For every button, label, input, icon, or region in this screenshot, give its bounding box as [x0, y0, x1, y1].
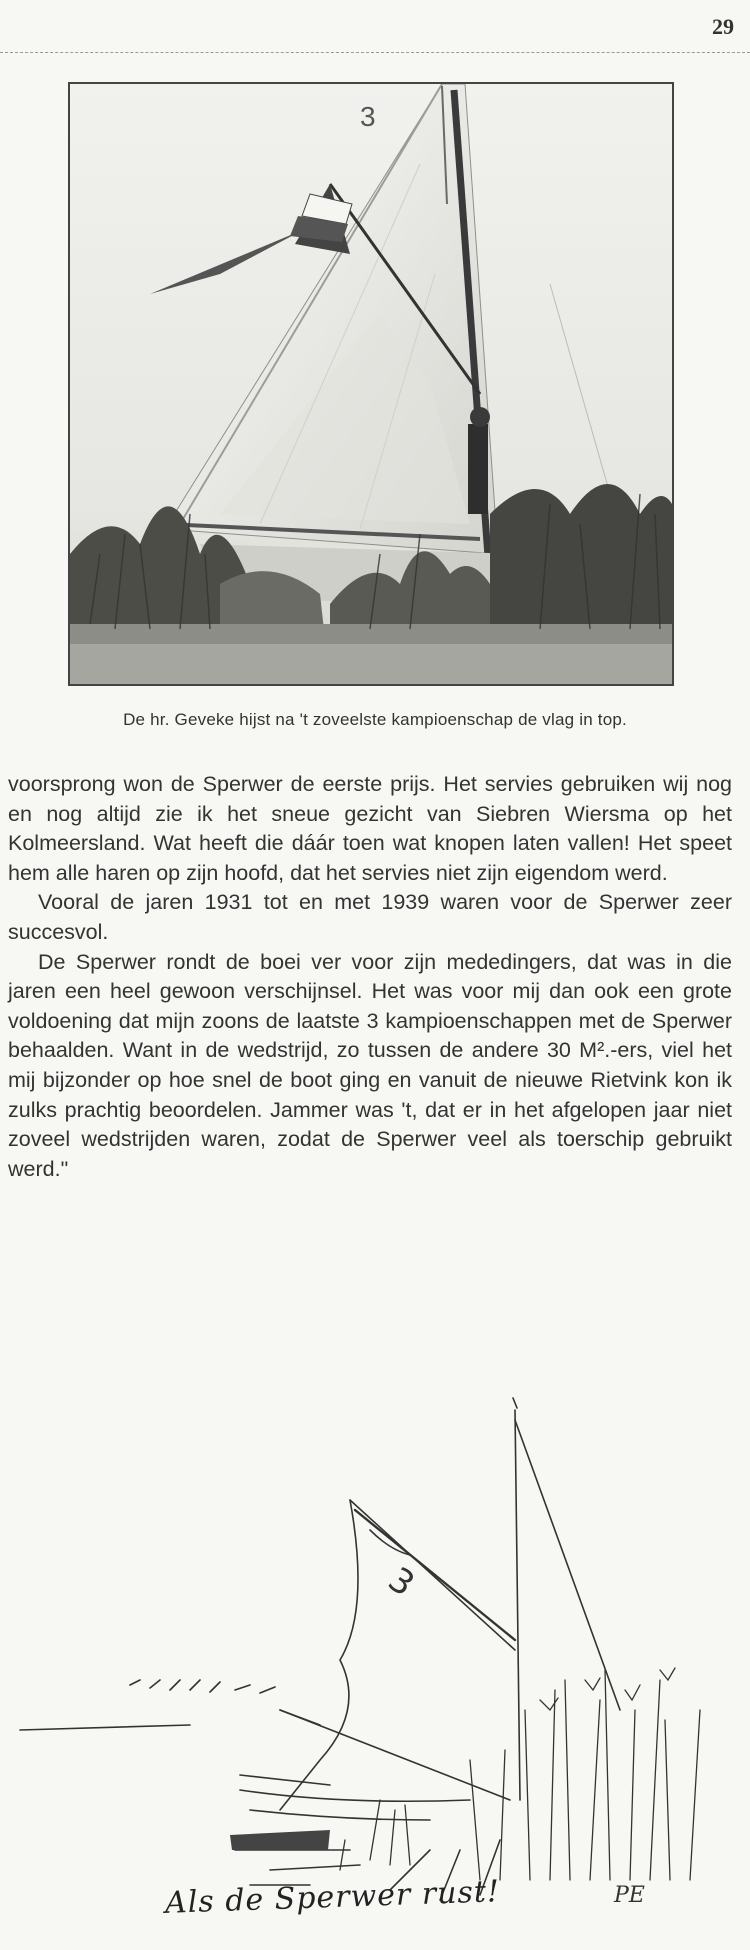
paragraph: voorsprong won de Sperwer de eerste prijs. Het servies gebruiken wij nog en nog altijd zie ik het sneue gezicht van Siebren Wiersma op het Kolmeersland. Wat heeft die dáár toen wat knopen laten vallen! Het speet hem alle haren op zijn hoofd, dat het servies niet zijn eigendom werd. — [8, 772, 732, 885]
paragraph: Vooral de jaren 1931 tot en met 1939 waren voor de Sperwer zeer succesvol. — [8, 890, 732, 944]
sketch-sail-number: 3 — [380, 1559, 422, 1605]
header-rule — [0, 52, 750, 53]
paragraph: De Sperwer rondt de boei ver voor zijn mededingers, dat was in die jaren een heel gewoon verschijnsel. Het was voor mij dan ook een grote voldoening dat mijn zoons de laatste 3 kampioenschappen met de Sperwer behaalden. Want in de wedstrijd, zo tussen de andere 30 M².-ers, viel het mij bijzonder op hoe snel de boot ging en vanuit de nieuwe Rietvink kon ik zulks prachtig beoordelen. Jammer was 't, dat er in het afgelopen jaar niet zoveel wedstrijden waren, zodat de Sperwer veel als toerschip gebruikt werd." — [8, 949, 732, 1181]
sketch-caption: Als de Sperwer rust! — [164, 1874, 501, 1921]
sailboat-sketch — [10, 1380, 740, 1945]
sailboat-photo — [68, 82, 674, 686]
photo-sail-number: 3 — [360, 101, 376, 132]
sketch-initials: PE — [614, 1883, 645, 1908]
photo-caption: De hr. Geveke hijst na 't zoveelste kampioenschap de vlag in top. — [123, 710, 627, 729]
article-body — [8, 770, 732, 1184]
page-number: 29 — [712, 14, 734, 39]
